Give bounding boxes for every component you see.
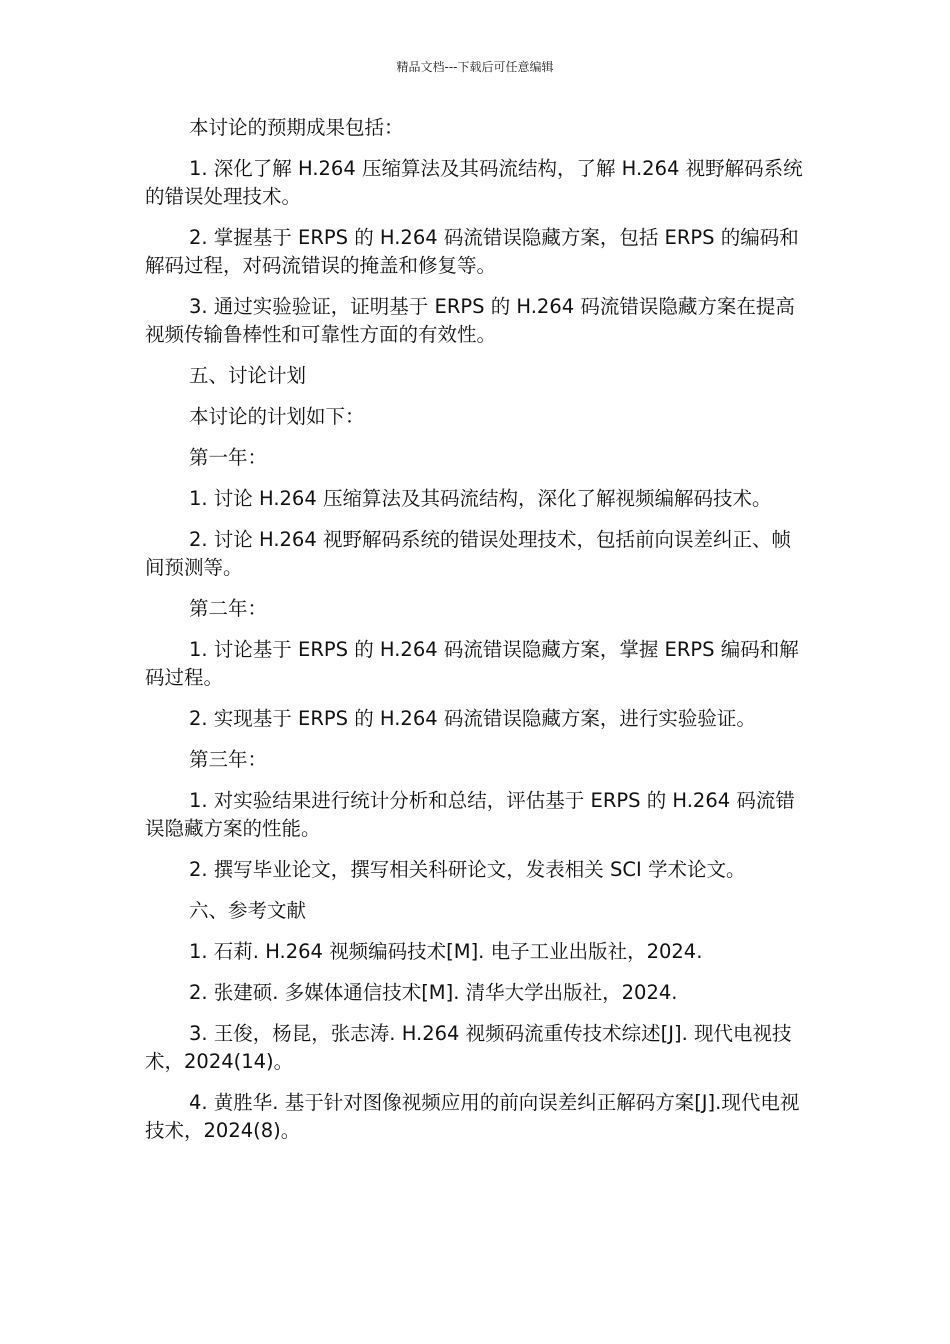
paragraph-year3-item-1: 1. 对实验结果进行统计分析和总结，评估基于 ERPS 的 H.264 码流错误隐藏方案的性能。 (145, 789, 795, 840)
reference-item-3: 3. 王俊，杨昆，张志涛. H.264 视频码流重传技术综述[J]. 现代电视技术，2024(14)。 (145, 1022, 792, 1073)
paragraph-year1-item-2: 2. 讨论 H.264 视野解码系统的错误处理技术，包括前向误差纠正、帧间预测等。 (145, 528, 791, 579)
year-heading-1: 第一年： (189, 446, 268, 469)
reference-item-1: 1. 石莉. H.264 视频编码技术[M]. 电子工业出版社，2024. (189, 940, 703, 963)
paragraph-result-1: 1. 深化了解 H.264 压缩算法及其码流结构，了解 H.264 视野解码系统的错误处理技术。 (145, 157, 803, 208)
section-heading-references: 六、参考文献 (189, 899, 307, 922)
paragraph-plan-intro: 本讨论的计划如下： (189, 405, 365, 428)
section-heading-plan: 五、讨论计划 (189, 364, 307, 387)
paragraph-year3-item-2: 2. 撰写毕业论文，撰写相关科研论文，发表相关 SCI 学术论文。 (189, 858, 746, 881)
document-body (145, 114, 807, 1158)
year-heading-2: 第二年： (189, 597, 268, 620)
paragraph-year2-item-2: 2. 实现基于 ERPS 的 H.264 码流错误隐藏方案，进行实验验证。 (189, 707, 756, 730)
paragraph-result-2: 2. 掌握基于 ERPS 的 H.264 码流错误隐藏方案，包括 ERPS 的编码和解码过程，对码流错误的掩盖和修复等。 (145, 226, 799, 277)
reference-item-2: 2. 张建硕. 多媒体通信技术[M]. 清华大学出版社，2024. (189, 981, 678, 1004)
year-heading-3: 第三年： (189, 748, 268, 771)
page-header-watermark: 精品文档---下载后可任意编辑 (396, 60, 554, 74)
paragraph-expected-results-intro: 本讨论的预期成果包括： (189, 116, 404, 139)
paragraph-year2-item-1: 1. 讨论基于 ERPS 的 H.264 码流错误隐藏方案，掌握 ERPS 编码和解码过程。 (145, 638, 799, 689)
paragraph-year1-item-1: 1. 讨论 H.264 压缩算法及其码流结构，深化了解视频编解码技术。 (189, 487, 772, 510)
paragraph-result-3: 3. 通过实验验证，证明基于 ERPS 的 H.264 码流错误隐藏方案在提高视频传输鲁棒性和可靠性方面的有效性。 (145, 295, 795, 346)
reference-item-4: 4. 黄胜华. 基于针对图像视频应用的前向误差纠正解码方案[J].现代电视技术，2024(8)。 (145, 1091, 800, 1142)
